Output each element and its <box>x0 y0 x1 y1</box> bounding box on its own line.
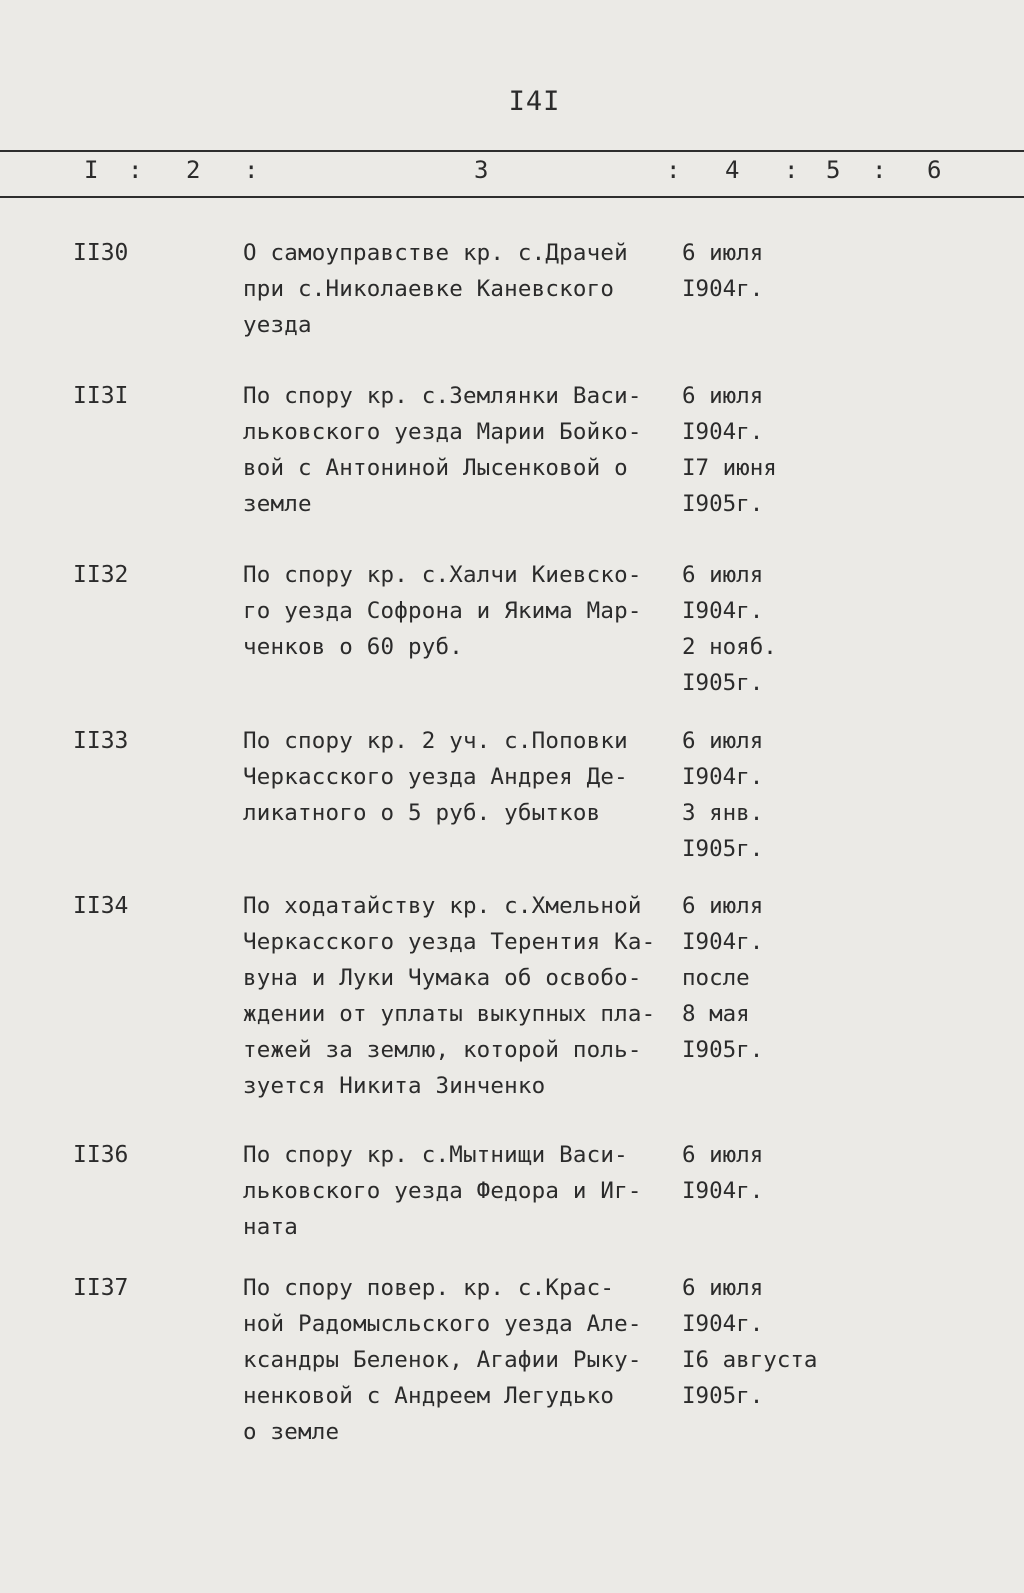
description-line: ксандры Беленок, Агафии Рыку- <box>243 1347 642 1373</box>
date-line: I6 августа <box>682 1347 818 1373</box>
description-line: о земле <box>243 1419 340 1445</box>
description-line: ной Радомысльского уезда Але- <box>243 1311 642 1337</box>
case-number: II37 <box>73 1275 129 1301</box>
column-separator: : <box>872 156 887 184</box>
case-number: II36 <box>73 1142 129 1168</box>
description-line: зуется Никита Зинченко <box>243 1073 546 1099</box>
case-number: II33 <box>73 728 129 754</box>
column-header-1: I <box>84 156 99 184</box>
date-line: 3 янв. <box>682 800 764 826</box>
description-line: уезда <box>243 312 312 338</box>
date-line: I7 июня <box>682 455 777 481</box>
description-line: вуна и Луки Чумака об освобо- <box>243 965 642 991</box>
column-separator: : <box>666 156 681 184</box>
date-line: I904г. <box>682 419 764 445</box>
date-line: I905г. <box>682 1037 764 1063</box>
description-line: тежей за землю, которой поль- <box>243 1037 642 1063</box>
date-line: 6 июля <box>682 728 764 754</box>
date-line: 6 июля <box>682 240 764 266</box>
description-line: По спору кр. с.Мытнищи Васи- <box>243 1142 628 1168</box>
date-line: 8 мая <box>682 1001 750 1027</box>
case-description <box>243 557 683 665</box>
case-description <box>243 1270 683 1450</box>
date-line: I904г. <box>682 929 764 955</box>
description-line: О самоуправстве кр. с.Драчей <box>243 240 628 266</box>
date-line: I905г. <box>682 491 764 517</box>
description-line: По спору кр. 2 уч. с.Поповки <box>243 728 628 754</box>
case-dates <box>682 1137 882 1209</box>
case-dates <box>682 378 882 522</box>
description-line: ченков о 60 руб. <box>243 634 463 660</box>
date-line: 2 нояб. <box>682 634 777 660</box>
case-description <box>243 888 683 1104</box>
case-dates <box>682 1270 882 1414</box>
date-line: 6 июля <box>682 1275 764 1301</box>
description-line: ненковой с Андреем Легудько <box>243 1383 615 1409</box>
description-line: Черкасского уезда Терентия Ка- <box>243 929 656 955</box>
column-header-5: 5 <box>826 156 841 184</box>
date-line: I904г. <box>682 1311 764 1337</box>
column-headers <box>0 156 1024 190</box>
case-dates <box>682 235 882 307</box>
description-line: льковского уезда Марии Бойко- <box>243 419 642 445</box>
case-number: II3I <box>73 383 129 409</box>
table-rule-top <box>0 150 1024 152</box>
description-line: земле <box>243 491 312 517</box>
description-line: вой с Антониной Лысенковой о <box>243 455 628 481</box>
table-rule-bottom <box>0 196 1024 198</box>
date-line: I904г. <box>682 276 764 302</box>
case-number: II32 <box>73 562 129 588</box>
case-description <box>243 378 683 522</box>
column-header-3: 3 <box>474 156 489 184</box>
page-number: I4I <box>508 86 561 117</box>
description-line: По ходатайству кр. с.Хмельной <box>243 893 642 919</box>
date-line: I905г. <box>682 836 764 862</box>
column-separator: : <box>784 156 799 184</box>
date-line: 6 июля <box>682 893 764 919</box>
date-line: после <box>682 965 750 991</box>
description-line: Черкасского уезда Андрея Де- <box>243 764 628 790</box>
description-line: ждении от уплаты выкупных пла- <box>243 1001 656 1027</box>
date-line: I905г. <box>682 1383 764 1409</box>
date-line: 6 июля <box>682 562 764 588</box>
date-line: I904г. <box>682 1178 764 1204</box>
date-line: I904г. <box>682 598 764 624</box>
description-line: По спору повер. кр. с.Крас- <box>243 1275 615 1301</box>
description-line: ната <box>243 1214 298 1240</box>
date-line: 6 июля <box>682 383 764 409</box>
case-number: II30 <box>73 240 129 266</box>
column-separator: : <box>128 156 143 184</box>
case-number: II34 <box>73 893 129 919</box>
date-line: 6 июля <box>682 1142 764 1168</box>
column-header-6: 6 <box>927 156 942 184</box>
case-description <box>243 1137 683 1245</box>
description-line: льковского уезда Федора и Иг- <box>243 1178 642 1204</box>
date-line: I904г. <box>682 764 764 790</box>
case-dates <box>682 723 882 867</box>
case-description <box>243 723 683 831</box>
column-header-2: 2 <box>186 156 201 184</box>
date-line: I905г. <box>682 670 764 696</box>
case-description <box>243 235 683 343</box>
description-line: ликатного о 5 руб. убытков <box>243 800 601 826</box>
description-line: По спору кр. с.Землянки Васи- <box>243 383 642 409</box>
case-dates <box>682 557 882 701</box>
description-line: го уезда Софрона и Якима Мар- <box>243 598 642 624</box>
column-header-4: 4 <box>725 156 740 184</box>
description-line: По спору кр. с.Халчи Киевско- <box>243 562 642 588</box>
description-line: при с.Николаевке Каневского <box>243 276 615 302</box>
case-dates <box>682 888 882 1068</box>
column-separator: : <box>244 156 259 184</box>
